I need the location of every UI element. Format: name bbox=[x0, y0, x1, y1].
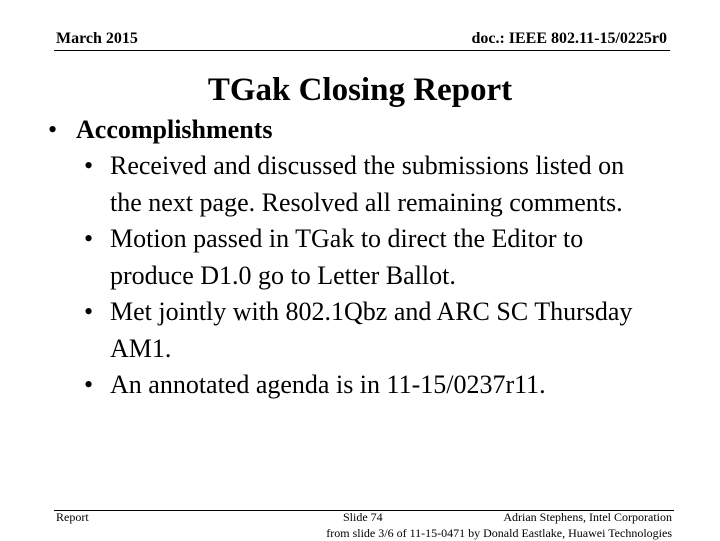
list-item bbox=[28, 221, 640, 294]
header-divider bbox=[54, 50, 670, 51]
list-item-text: Met jointly with 802.1Qbz and ARC SC Thursday AM1. bbox=[110, 297, 633, 363]
slide-title: TGak Closing Report bbox=[207, 72, 513, 108]
footer-label: Report bbox=[56, 510, 89, 524]
list-item-text: Motion passed in TGak to direct the Editor to produce D1.0 go to Letter Ballot. bbox=[110, 224, 584, 290]
bullet-icon: • bbox=[84, 151, 94, 180]
header-doc-id: doc.: IEEE 802.11-15/0225r0 bbox=[471, 30, 667, 47]
header-date: March 2015 bbox=[56, 30, 138, 47]
slide-body bbox=[28, 112, 688, 404]
list-item bbox=[28, 367, 640, 404]
list-item bbox=[28, 148, 640, 221]
bullet-icon: • bbox=[48, 115, 58, 144]
footer-source: from slide 3/6 of 11-15-0471 by Donald Eastlake, Huawei Technologies bbox=[326, 526, 672, 540]
sub-bullet-list bbox=[28, 148, 688, 404]
bullet-heading: Accomplishments bbox=[76, 115, 273, 144]
bullet-icon: • bbox=[84, 224, 94, 253]
bullet-accomplishments bbox=[28, 112, 688, 148]
bullet-icon: • bbox=[84, 370, 94, 399]
list-item-text: Received and discussed the submissions listed on the next page. Resolved all remaining comments. bbox=[110, 151, 625, 217]
list-item bbox=[28, 294, 640, 367]
list-item-text: An annotated agenda is in 11-15/0237r11. bbox=[110, 370, 546, 399]
bullet-icon: • bbox=[84, 297, 94, 326]
slide-number: Slide 74 bbox=[343, 510, 383, 524]
footer-author: Adrian Stephens, Intel Corporation bbox=[503, 510, 672, 524]
